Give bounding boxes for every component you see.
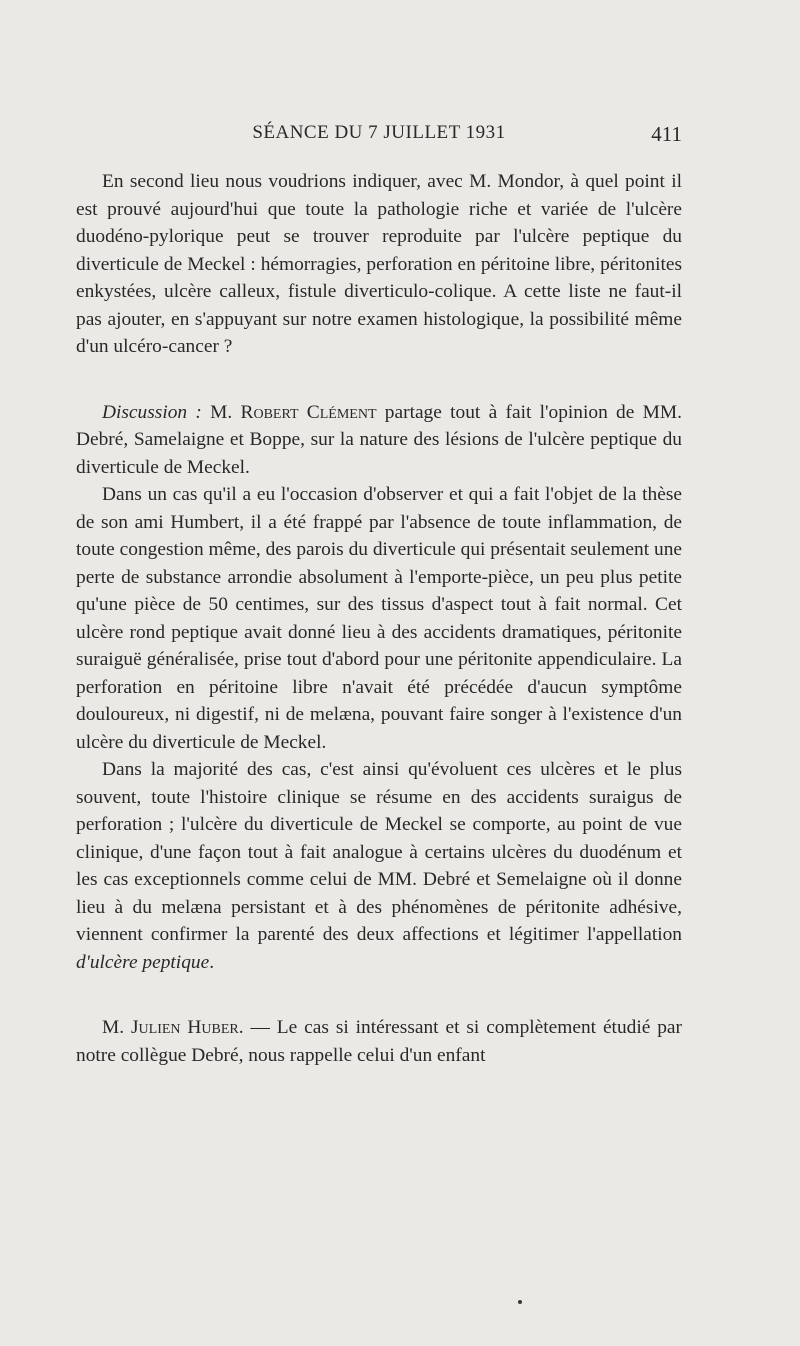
paragraph-discussion	[76, 399, 682, 482]
running-head-title: SÉANCE DU 7 JUILLET 1931	[252, 122, 506, 143]
paragraph-mondor: En second lieu nous voudrions indiquer, avec M. Mondor, à quel point il est prouvé aujourd'hui que toute la pathologie riche et variée de l'ulcère duodéno-pylorique peut se trouver reproduite par l'ulcère peptique du diverticule de Meckel : hémorragies, perforation en péritoine libre, péritonites enkystées, ulcère calleux, fistule diverticulo-colique. A cette liste ne faut-il pas ajouter, en s'appuyant sur notre examen histologique, la possibilité même d'un ulcéro-cancer ?	[76, 171, 682, 357]
huber-text: . — Le cas si intéressant et si complètement étudié par notre collègue Debré, nous rappelle celui d'un enfant	[76, 1017, 682, 1066]
running-head	[76, 122, 682, 156]
section-gap	[76, 976, 682, 1014]
conclusion-italic: d'ulcère peptique	[76, 951, 210, 973]
paragraph-conclusion	[76, 756, 682, 976]
body-text	[76, 168, 682, 1069]
section-gap	[76, 361, 682, 399]
paper-speck	[518, 1300, 522, 1304]
discussion-label: Discussion :	[102, 401, 202, 423]
page-number: 411	[651, 122, 682, 146]
paragraph-humbert-case: Dans un cas qu'il a eu l'occasion d'observer et qui a fait l'objet de la thèse de son ami Humbert, il a été frappé par l'absence de toute inflammation, de toute congestion même, des parois du diverticule qui présentait seulement une perte de substance arrondie absolument à l'emporte-pièce, un peu plus petite qu'une pièce de 50 centimes, sur des tissus d'aspect tout à fait normal. Cet ulcère rond peptique avait donné lieu à des accidents dramatiques, péritonite suraiguë généralisée, prise tout d'abord pour une péritonite appendiculaire. La perforation en péritoine libre n'avait été précédée d'aucun symptôme douloureux, ni digestif, ni de melæna, pouvant faire songer à l'existence d'un ulcère du diverticule de Meckel.	[76, 484, 682, 753]
speaker-name: M. Robert Clément	[210, 401, 377, 423]
speaker-name: M. Julien Huber	[102, 1017, 239, 1038]
conclusion-end: .	[209, 951, 215, 973]
discussion-text: partage tout à fait l'opinion de MM. Debré, Samelaigne et Boppe, sur la nature des lésions de l'ulcère peptique du diverticule de Meckel.	[76, 401, 682, 478]
conclusion-text: Dans la majorité des cas, c'est ainsi qu'évoluent ces ulcères et le plus souvent, toute l'histoire clinique se résume en des accidents suraigus de perforation ; l'ulcère du diverticule de Meckel se comporte, au point de vue clinique, d'une façon tout à fait analogue à certains ulcères du duodénum et les cas exceptionnels comme celui de MM. Debré et Semelaigne où il donne lieu à du melæna persistant et à des phénomènes de péritonite adhésive, viennent confirmer la parenté des deux affections et légitimer l'appellation	[76, 759, 682, 945]
paragraph-huber	[76, 1014, 682, 1069]
